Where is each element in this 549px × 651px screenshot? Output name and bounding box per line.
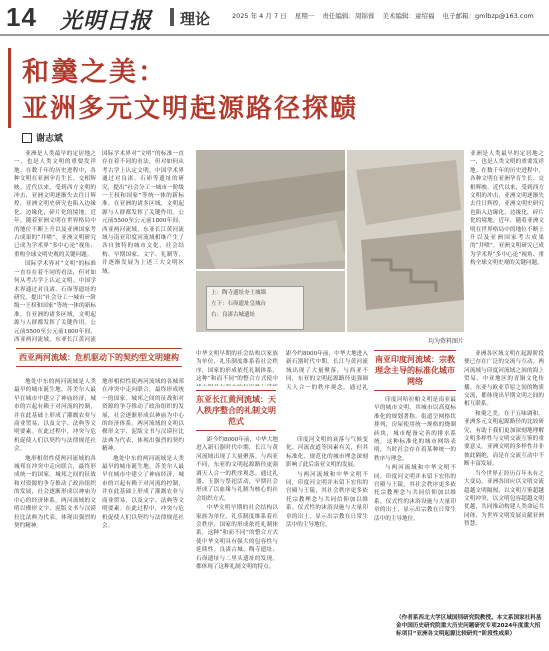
- headline-line-1: 和羹之美：: [22, 57, 167, 88]
- page-number: 14: [6, 2, 37, 32]
- article-column-1d: [102, 378, 184, 646]
- article-column-1: [14, 150, 96, 342]
- article-column-1b: [102, 150, 184, 342]
- article-column-2: [196, 350, 278, 386]
- paragraph: 亚洲是人类最早的定居地之一，也是人类文明的重要发祥地。在数千年的历史进程中，各种文明在亚洲孕育生长、交相辉映。近代以来，受到西方文明的冲击，亚洲文明逐渐失去往日辉煌，亚洲文明史研究也陷入边缘化、边缘化，碎片化的境地。近年，随着亚洲文明在世界格局中的地位不断上升以及亚洲国家考古成果的“井喷”，亚洲文明研究已成为学术界“多中心论”视角、重构全球文明史观的关键问题。: [470, 151, 544, 267]
- paragraph: 当今世界正经历百年未有之大变局，亚洲各国应以文明交流超越文明隔阂，以文明互鉴超越文明冲突，以文明包容超越文明优越，共同推动构建人类命运共同体，为世界文明发展贡献亚洲智慧。: [464, 470, 544, 528]
- subhead-west-asia: 西亚两河流域：危机驱动下的契约型文明建构: [16, 348, 182, 367]
- paragraph: 地形相似性使两河流域的各城邦在冲突中走向联合，最终形成统一的国家。城邦之间的征战和对资源的争夺推动了政治组织的发展，社会逐渐形成以神庙为中心的经济体系。两河流域的文明以楔形文字、泥版文书与汉谟拉比法典为代表，体现出强烈的契约精神。: [14, 455, 96, 529]
- section-bar: [170, 8, 174, 26]
- paragraph: 亚洲各区域文明在起源阶段便已存在广泛的交流与互动。两河流域与印度河流域之间的海上贸易、中亚地区的青铜文化传播、东亚与欧亚草原之间的物质交流，都体现出早期文明之间的相互联系。: [464, 351, 544, 408]
- editor: 责任编辑：周锦蓉: [322, 12, 375, 20]
- subhead-east-asia: 东亚长江黄河流域：天人秩序整合的礼制文明范式: [196, 390, 276, 431]
- author-marker-icon: [22, 133, 32, 143]
- paragraph: 中华文明早期的社会结构以家族为单位，礼乐制度维系着社会秩序，国家的形成依托礼制体系，这种“和而不同”的整合方式使中华文明具有强大的包容性与延续性。良渚古城、陶寺遗址、石峁遗址与二里头遗址的发现，都体现了这种礼制文明的特点。: [196, 505, 278, 571]
- article-column-3b: [286, 436, 368, 646]
- paragraph: 地处中东的两河流域是人类最早的城市诞生地。苏美尔人最早在城市中建立了神庙经济，城市的兴起有赖于对河流的控制，并在此基础上形成了灌溉农业与商业贸易，以及文字、法典等文明要素。在此过程中，冲突与危机促使人们以契约与法律规范社会。: [102, 455, 184, 529]
- section-label: [170, 8, 230, 26]
- author-name: 谢志斌: [36, 134, 64, 144]
- paragraph: 距今约8000年前，中华大地进入新石器时代中期，长江与黄河流域出现了大量聚落。与西亚不同，东亚的文明起源路径更强调天人合一的秩序观念。通过礼器、玉器与祭祀活动，早期社会形成了以血缘与礼制为核心的社会组织方式。: [196, 437, 278, 502]
- paragraph: 与两河流域和中华文明不同，印度河文明并未留下宏伟的宫殿与王陵，其社会秩序更多依托宗教理念与共同信仰加以维系。仪式性的沐浴设施与大量印章的出土，显示出宗教在日常生活中的主导地位。: [374, 465, 456, 522]
- legend-item: 右：良渚古城遗址: [211, 312, 256, 318]
- paragraph: 地形相似性使两河流域的各城邦在冲突中走向联合，最终形成统一的国家。城邦之间的征战和对资源的争夺推动了政治组织的发展，社会逐渐形成以神庙为中心的经济体系。两河流域的文明以楔形文字、泥版文书与汉谟拉比法典为代表，体现出强烈的契约精神。: [102, 379, 184, 453]
- legend-item: 左下：石峁遗址皇城台: [211, 301, 267, 307]
- paragraph: 国际学术界对“文明”的标准一直存在着不同的看法，但对如何从考古学上认定文明。中国学术界通过对良渚、石峁等遗址的研究，提出“社会分工一城市一阶级一王权和国家”等统一体的新标准。在亚洲的诸多区域，文明起源与人群都发挥了关键作用。公元前5500至公元前1800年间，西亚两河流域、东亚长江黄河流: [14, 261, 96, 342]
- article-column-3: [286, 350, 368, 390]
- paragraph: 亚洲是人类最早的定居地之一，也是人类文明的重要发祥地。在数千年的历史进程中，各种文明在亚洲孕育生长、交相辉映。近代以来，受到西方文明的冲击，亚洲文明逐渐失去往日辉煌，亚洲文明史研究也陷入边缘化、边缘化，碎片化的境地。近年，随着亚洲文明在世界格局中的地位不断上升以及亚洲国家考古成果的“井喷”，亚洲文明研究已成为学术界“多中心论”视角、重构全球文明史观的关键问题。: [14, 151, 96, 258]
- paragraph: 和羹之美，在于五味调和。亚洲多元文明起源路径的比较研究，有助于我们更加深刻地理解文明多样性与文明交流互鉴的重要意义。亚洲文明的多样性并非彼此隔绝，而是在交流互动中不断丰富发展。: [464, 410, 544, 468]
- masthead: [0, 0, 549, 36]
- photo-caption: 均为资料图片: [427, 338, 464, 345]
- article-column-1c: [14, 378, 96, 646]
- email: 电子邮箱：gmlbzp@163.com: [442, 12, 534, 20]
- paragraph: 距今约8000年前，中华大地进入新石器时代中期，长江与黄河流域出现了大量聚落。与西亚不同，东亚的文明起源路径更强调天人合一的秩序观念。通过礼: [286, 351, 368, 390]
- article-column-4: [374, 396, 456, 646]
- paragraph: 中华文明早期的社会结构以家族为单位，礼乐制度维系着社会秩序，国家的形成依托礼制体系，这种“和而不同”的整合方式使中: [196, 351, 278, 383]
- paragraph: 印度河哈拉帕文明是南亚最早的城市文明，其城市以高度标准化的规划著称。街道呈网格状排列，房屋使用统一规格的烧制砖块，城市配备完善的排水系统。这种标准化的城市网络表明，当时社会存在着某种统一的秩序与理念。: [374, 397, 456, 462]
- article-column-5: [470, 150, 544, 340]
- headline-accent-bar: [8, 48, 11, 128]
- section-name: 理论: [180, 10, 211, 28]
- weekday: 星期一: [294, 12, 315, 20]
- paragraph: 印度河文明的衰落与气候变化、河流改道等因素有关，但其标准化、规范化的城市理念深刻影响了此后南亚文明的发展。: [286, 437, 368, 469]
- author-fund-note: （作者系西北大学区域国别研究院教授。本文系国家社科基金中国历史研究院重大历史问题研究专项2024年度重大招标项目“亚洲各文明起源比较研究”阶段性成果）: [396, 615, 542, 637]
- paragraph: 国际学术界对“文明”的标准一直存在着不同的看法，但对如何从考古学上认定文明。中国学术界通过对良渚、石峁等遗址的研究，提出“社会分工一城市一阶级一王权和国家”等统一体的新标准。在亚洲的诸多区域，文明起源与人群都发挥了关键作用。公元前5500至公元前1800年间，西亚两河流域、东亚长江黄河流域与南亚印度河流域相继产生了各自独特的城市文化，社会结构、早期国家、文字、礼制等，并逐渐发展为上述三大文明区域。: [102, 151, 184, 275]
- legend-item: 上：陶寺遗址夯土城墙: [211, 290, 267, 296]
- photo-legend: [206, 286, 304, 330]
- paragraph: 地处中东的两河流域是人类最早的城市诞生地。苏美尔人最早在城市中建立了神庙经济，城市的兴起有赖于对河流的控制，并在此基础上形成了灌溉农业与商业贸易，以及文字、法典等文明要素。在此过程中，冲突与危机促使人们以契约与法律规范社会。: [14, 379, 96, 453]
- paragraph: 与两河流域和中华文明不同，印度河文明并未留下宏伟的宫殿与王陵，其社会秩序更多依托宗教理念与共同信仰加以维系。仪式性的沐浴设施与大量印章的出土，显示出宗教在日常生活中的主导地位。: [286, 471, 368, 529]
- article-column-2b: [196, 436, 278, 646]
- headline-line-2: 亚洲多元文明起源路径探赜: [22, 94, 359, 124]
- article-column-5b: [464, 350, 544, 610]
- masthead-meta: [232, 11, 540, 20]
- issue-date: 2025 年 4 月 7 日: [232, 12, 287, 20]
- art-editor: 美术编辑：童绍福: [382, 12, 435, 20]
- subhead-south-asia: 南亚印度河流域：宗教理念主导的标准化城市网络: [374, 350, 456, 391]
- newspaper-logo: 光明日报: [60, 8, 153, 34]
